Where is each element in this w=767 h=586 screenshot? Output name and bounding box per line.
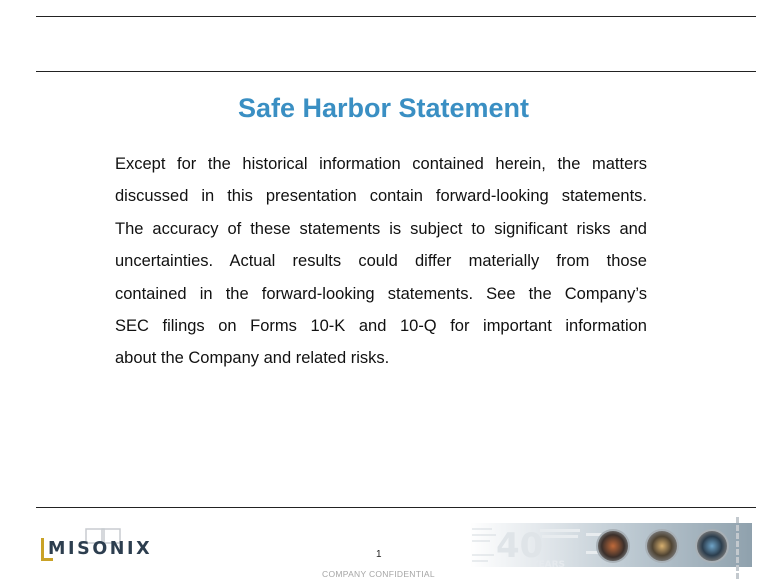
confidential-label: COMPANY CONFIDENTIAL bbox=[322, 569, 435, 579]
anniversary-banner bbox=[470, 515, 752, 581]
header-rule bbox=[36, 71, 756, 72]
misonix-logo bbox=[40, 528, 160, 564]
body-line: SEC filings on Forms 10-K and 10-Q for important information bbox=[115, 316, 647, 335]
safe-harbor-body bbox=[115, 148, 647, 375]
logo-text: MISONIX bbox=[48, 539, 153, 559]
body-line: uncertainties. Actual results could differ materially from those bbox=[115, 252, 647, 271]
body-line: The accuracy of these statements is subject to significant risks and bbox=[115, 219, 647, 238]
product-disc-icon bbox=[597, 530, 629, 562]
page-number: 1 bbox=[376, 549, 382, 560]
body-line: Except for the historical information contained herein, the matters bbox=[115, 155, 647, 173]
slide-title: Safe Harbor Statement bbox=[237, 93, 530, 123]
body-line: contained in the forward-looking statements. See the Company’s bbox=[115, 284, 647, 303]
product-disc-icon bbox=[646, 530, 678, 562]
body-line: discussed in this presentation contain forward-looking statements. bbox=[115, 187, 647, 206]
anniversary-word: YEARS bbox=[532, 560, 566, 570]
body-line: about the Company and related risks. bbox=[115, 349, 390, 368]
anniversary-number: 40 bbox=[496, 526, 544, 566]
top-rule bbox=[36, 16, 756, 17]
footer-rule bbox=[36, 507, 756, 508]
product-disc-icon bbox=[696, 530, 728, 562]
